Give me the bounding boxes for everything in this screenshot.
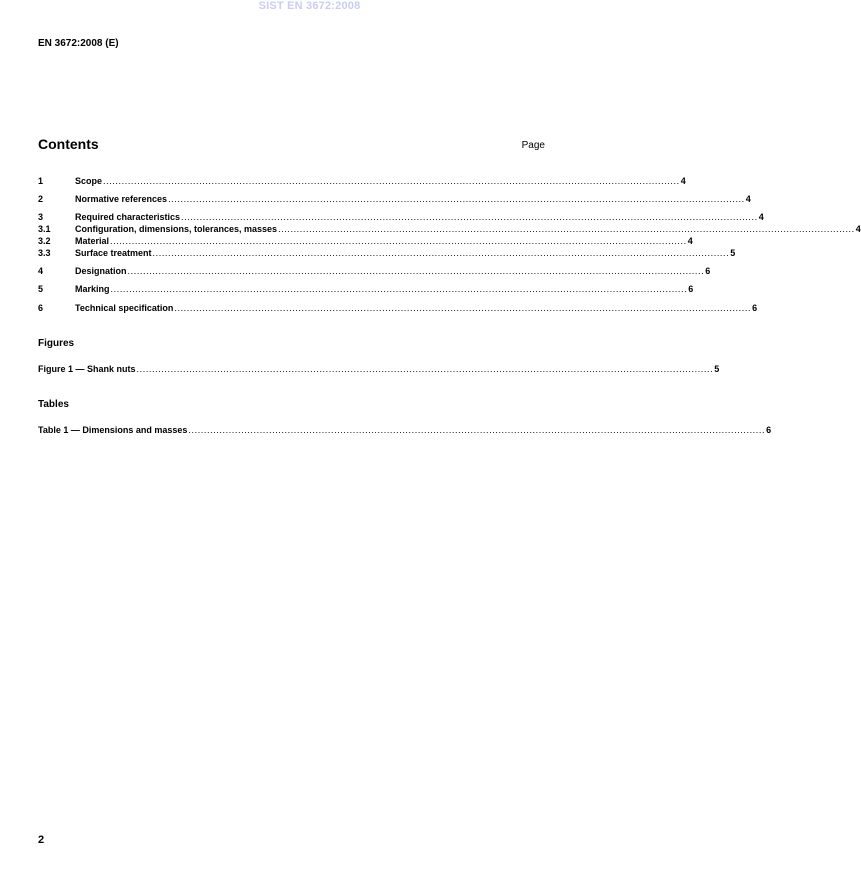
figures-heading: Figures: [38, 338, 75, 349]
toc-number: 3: [38, 212, 44, 222]
toc-entry[interactable]: [38, 235, 693, 247]
toc-title: Required characteristics: [75, 212, 181, 222]
toc-entry[interactable]: [38, 223, 861, 235]
toc-page: 4: [745, 194, 751, 204]
toc-page: 4: [758, 212, 764, 222]
toc-entry[interactable]: [38, 175, 686, 187]
toc-page: 4: [687, 236, 693, 246]
toc-entry[interactable]: [38, 211, 764, 223]
toc-page: 6: [688, 284, 694, 294]
toc-number: 6: [38, 303, 44, 313]
toc-page: 6: [705, 266, 711, 276]
toc-entry[interactable]: [38, 265, 711, 277]
dot-leader: ..........................................................................................................................................................................................: [152, 248, 730, 258]
figure-title: Figure 1 — Shank nuts: [38, 364, 136, 374]
toc-title: Normative references: [75, 194, 168, 204]
toc-page: 5: [730, 248, 736, 258]
toc-number: 2: [38, 194, 44, 204]
toc-number: 3.1: [38, 224, 51, 234]
contents-title: Contents: [38, 136, 99, 152]
toc-title: Material: [75, 236, 110, 246]
toc-page: 6: [752, 303, 758, 313]
dot-leader: ..........................................................................................................................................................................................: [181, 212, 758, 222]
dot-leader: ..........................................................................................................................................................................................: [168, 194, 745, 204]
toc-page: 4: [855, 224, 861, 234]
toc-number: 3.2: [38, 236, 51, 246]
toc-title: Scope: [75, 176, 103, 186]
table-page: 6: [766, 425, 772, 435]
dot-leader: ..........................................................................................................................................................................................: [127, 266, 705, 276]
toc-entry[interactable]: [38, 302, 758, 314]
figure-entry[interactable]: [38, 363, 720, 375]
toc-number: 4: [38, 266, 44, 276]
toc-number: 3.3: [38, 248, 51, 258]
toc-page: 4: [680, 176, 686, 186]
dot-leader: ..........................................................................................................................................................................................: [103, 176, 680, 186]
page-column-label: Page: [521, 140, 545, 151]
toc-entry[interactable]: [38, 193, 751, 205]
dot-leader: ..........................................................................................................................................................................................: [188, 425, 766, 435]
toc-entry[interactable]: [38, 283, 694, 295]
toc-title: Configuration, dimensions, tolerances, masses: [75, 224, 278, 234]
toc-number: 1: [38, 176, 44, 186]
toc-number: 5: [38, 284, 44, 294]
dot-leader: ..........................................................................................................................................................................................: [110, 236, 687, 246]
page-number: 2: [38, 834, 45, 846]
toc-title: Surface treatment: [75, 248, 152, 258]
figure-page: 5: [714, 364, 720, 374]
table-entry[interactable]: [38, 424, 772, 436]
table-title: Table 1 — Dimensions and masses: [38, 425, 188, 435]
toc-title: Designation: [75, 266, 127, 276]
watermark: SIST EN 3672:2008: [258, 0, 361, 12]
dot-leader: ..........................................................................................................................................................................................: [110, 284, 688, 294]
toc-title: Technical specification: [75, 303, 174, 313]
dot-leader: ..........................................................................................................................................................................................: [278, 224, 855, 234]
document-id: EN 3672:2008 (E): [38, 38, 119, 49]
toc-title: Marking: [75, 284, 110, 294]
toc-entry[interactable]: [38, 247, 736, 259]
dot-leader: ..........................................................................................................................................................................................: [136, 364, 714, 374]
tables-heading: Tables: [38, 399, 69, 410]
dot-leader: ..........................................................................................................................................................................................: [174, 303, 752, 313]
